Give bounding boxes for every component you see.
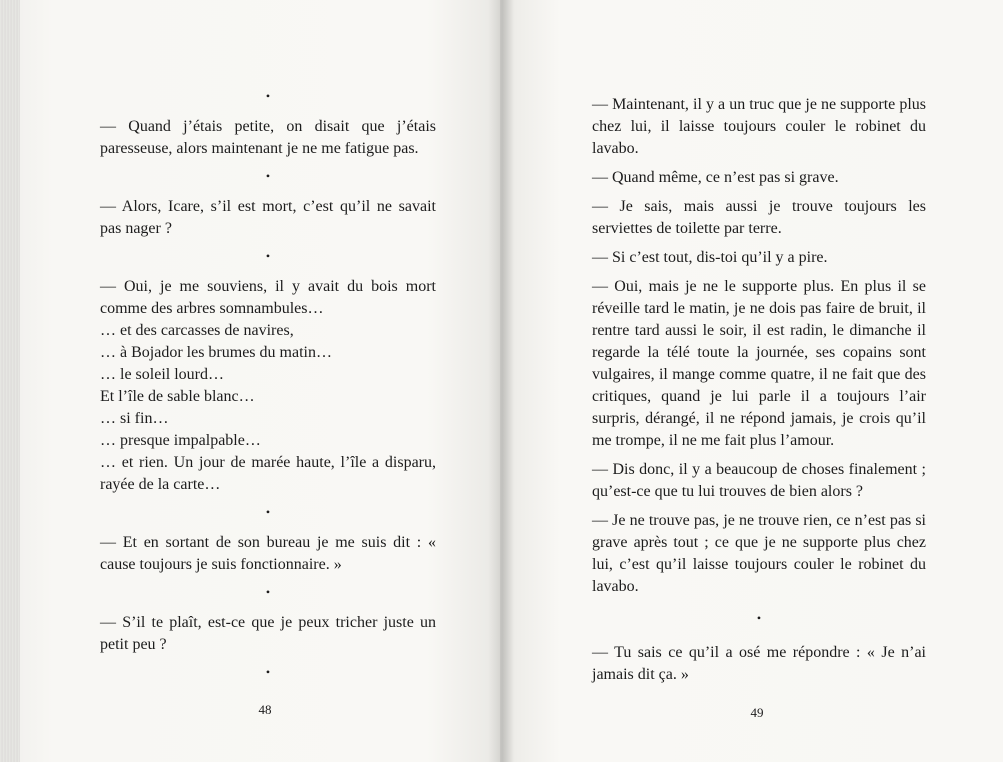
paragraph: — Si c’est tout, dis-toi qu’il y a pire. (592, 249, 828, 266)
page-number: 49 (750, 705, 764, 720)
left-page-text (100, 90, 436, 692)
paragraph: — Je ne trouve pas, je ne trouve rien, ce n’est pas si grave après tout ; ce que je ne supporte plus chez lui, c’est qu’il laisse toujours couler le robinet du lavabo. (592, 512, 926, 595)
paragraph: — Oui, mais je ne le supporte plus. En plus il se réveille tard le matin, je ne dois pas faire de bruit, il rentre tard aussi le soir, il est radin, le dimanche il regarde la télé toute la journée, ses copains sont vulgaires, il mange comme quatre, il ne fait que des critiques, quand je lui parle il a toujours l’air surpris, dérangé, il ne répond jamais, je crois qu’il me trompe, il ne me fait plus l’amour. (592, 278, 926, 449)
paragraph: — Et en sortant de son bureau je me suis dit : « cause toujours je suis fonctionnaire. » (100, 534, 436, 573)
verse-line: … le soleil lourd… (100, 366, 224, 383)
paragraph: — S’il te plaît, est-ce que je peux tricher juste un petit peu ? (100, 614, 436, 653)
paragraph: — Tu sais ce qu’il a osé me répondre : « Je n’ai jamais dit ça. » (592, 644, 926, 683)
separator-bullet: • (265, 249, 271, 263)
paragraph: — Maintenant, il y a un truc que je ne supporte plus chez lui, il laisse toujours couler le robinet du lavabo. (592, 96, 926, 157)
paragraph: — Alors, Icare, s’il est mort, c’est qu’il ne savait pas nager ? (100, 198, 436, 237)
paragraph: — Oui, je me souviens, il y avait du bois mort comme des arbres somnambules… (100, 278, 436, 317)
verse-line: … presque impalpable… (100, 432, 261, 449)
verse-line: … et des carcasses de navires, (100, 322, 294, 339)
right-page (500, 0, 1003, 762)
paragraph: — Dis donc, il y a beaucoup de choses finalement ; qu’est-ce que tu lui trouves de bien alors ? (592, 461, 926, 500)
separator-bullet: • (265, 585, 271, 599)
verse-line: … si fin… (100, 410, 169, 427)
book-gutter (488, 0, 514, 762)
verse-line: Et l’île de sable blanc… (100, 388, 255, 405)
page-number: 48 (258, 702, 272, 717)
right-page-text (592, 94, 926, 693)
separator-bullet: • (265, 89, 271, 103)
paragraph: — Je sais, mais aussi je trouve toujours les serviettes de toilette par terre. (592, 198, 926, 237)
paragraph: … et rien. Un jour de marée haute, l’île a disparu, rayée de la carte… (100, 454, 436, 493)
separator-bullet: • (265, 169, 271, 183)
separator-bullet: • (756, 611, 762, 625)
left-page (14, 0, 500, 762)
verse-line: … à Bojador les brumes du matin… (100, 344, 332, 361)
paragraph: — Quand j’étais petite, on disait que j’étais paresseuse, alors maintenant je ne me fatigue pas. (100, 118, 436, 157)
separator-bullet: • (265, 665, 271, 679)
paragraph: — Quand même, ce n’est pas si grave. (592, 169, 839, 186)
separator-bullet: • (265, 505, 271, 519)
page-edges (0, 0, 20, 762)
